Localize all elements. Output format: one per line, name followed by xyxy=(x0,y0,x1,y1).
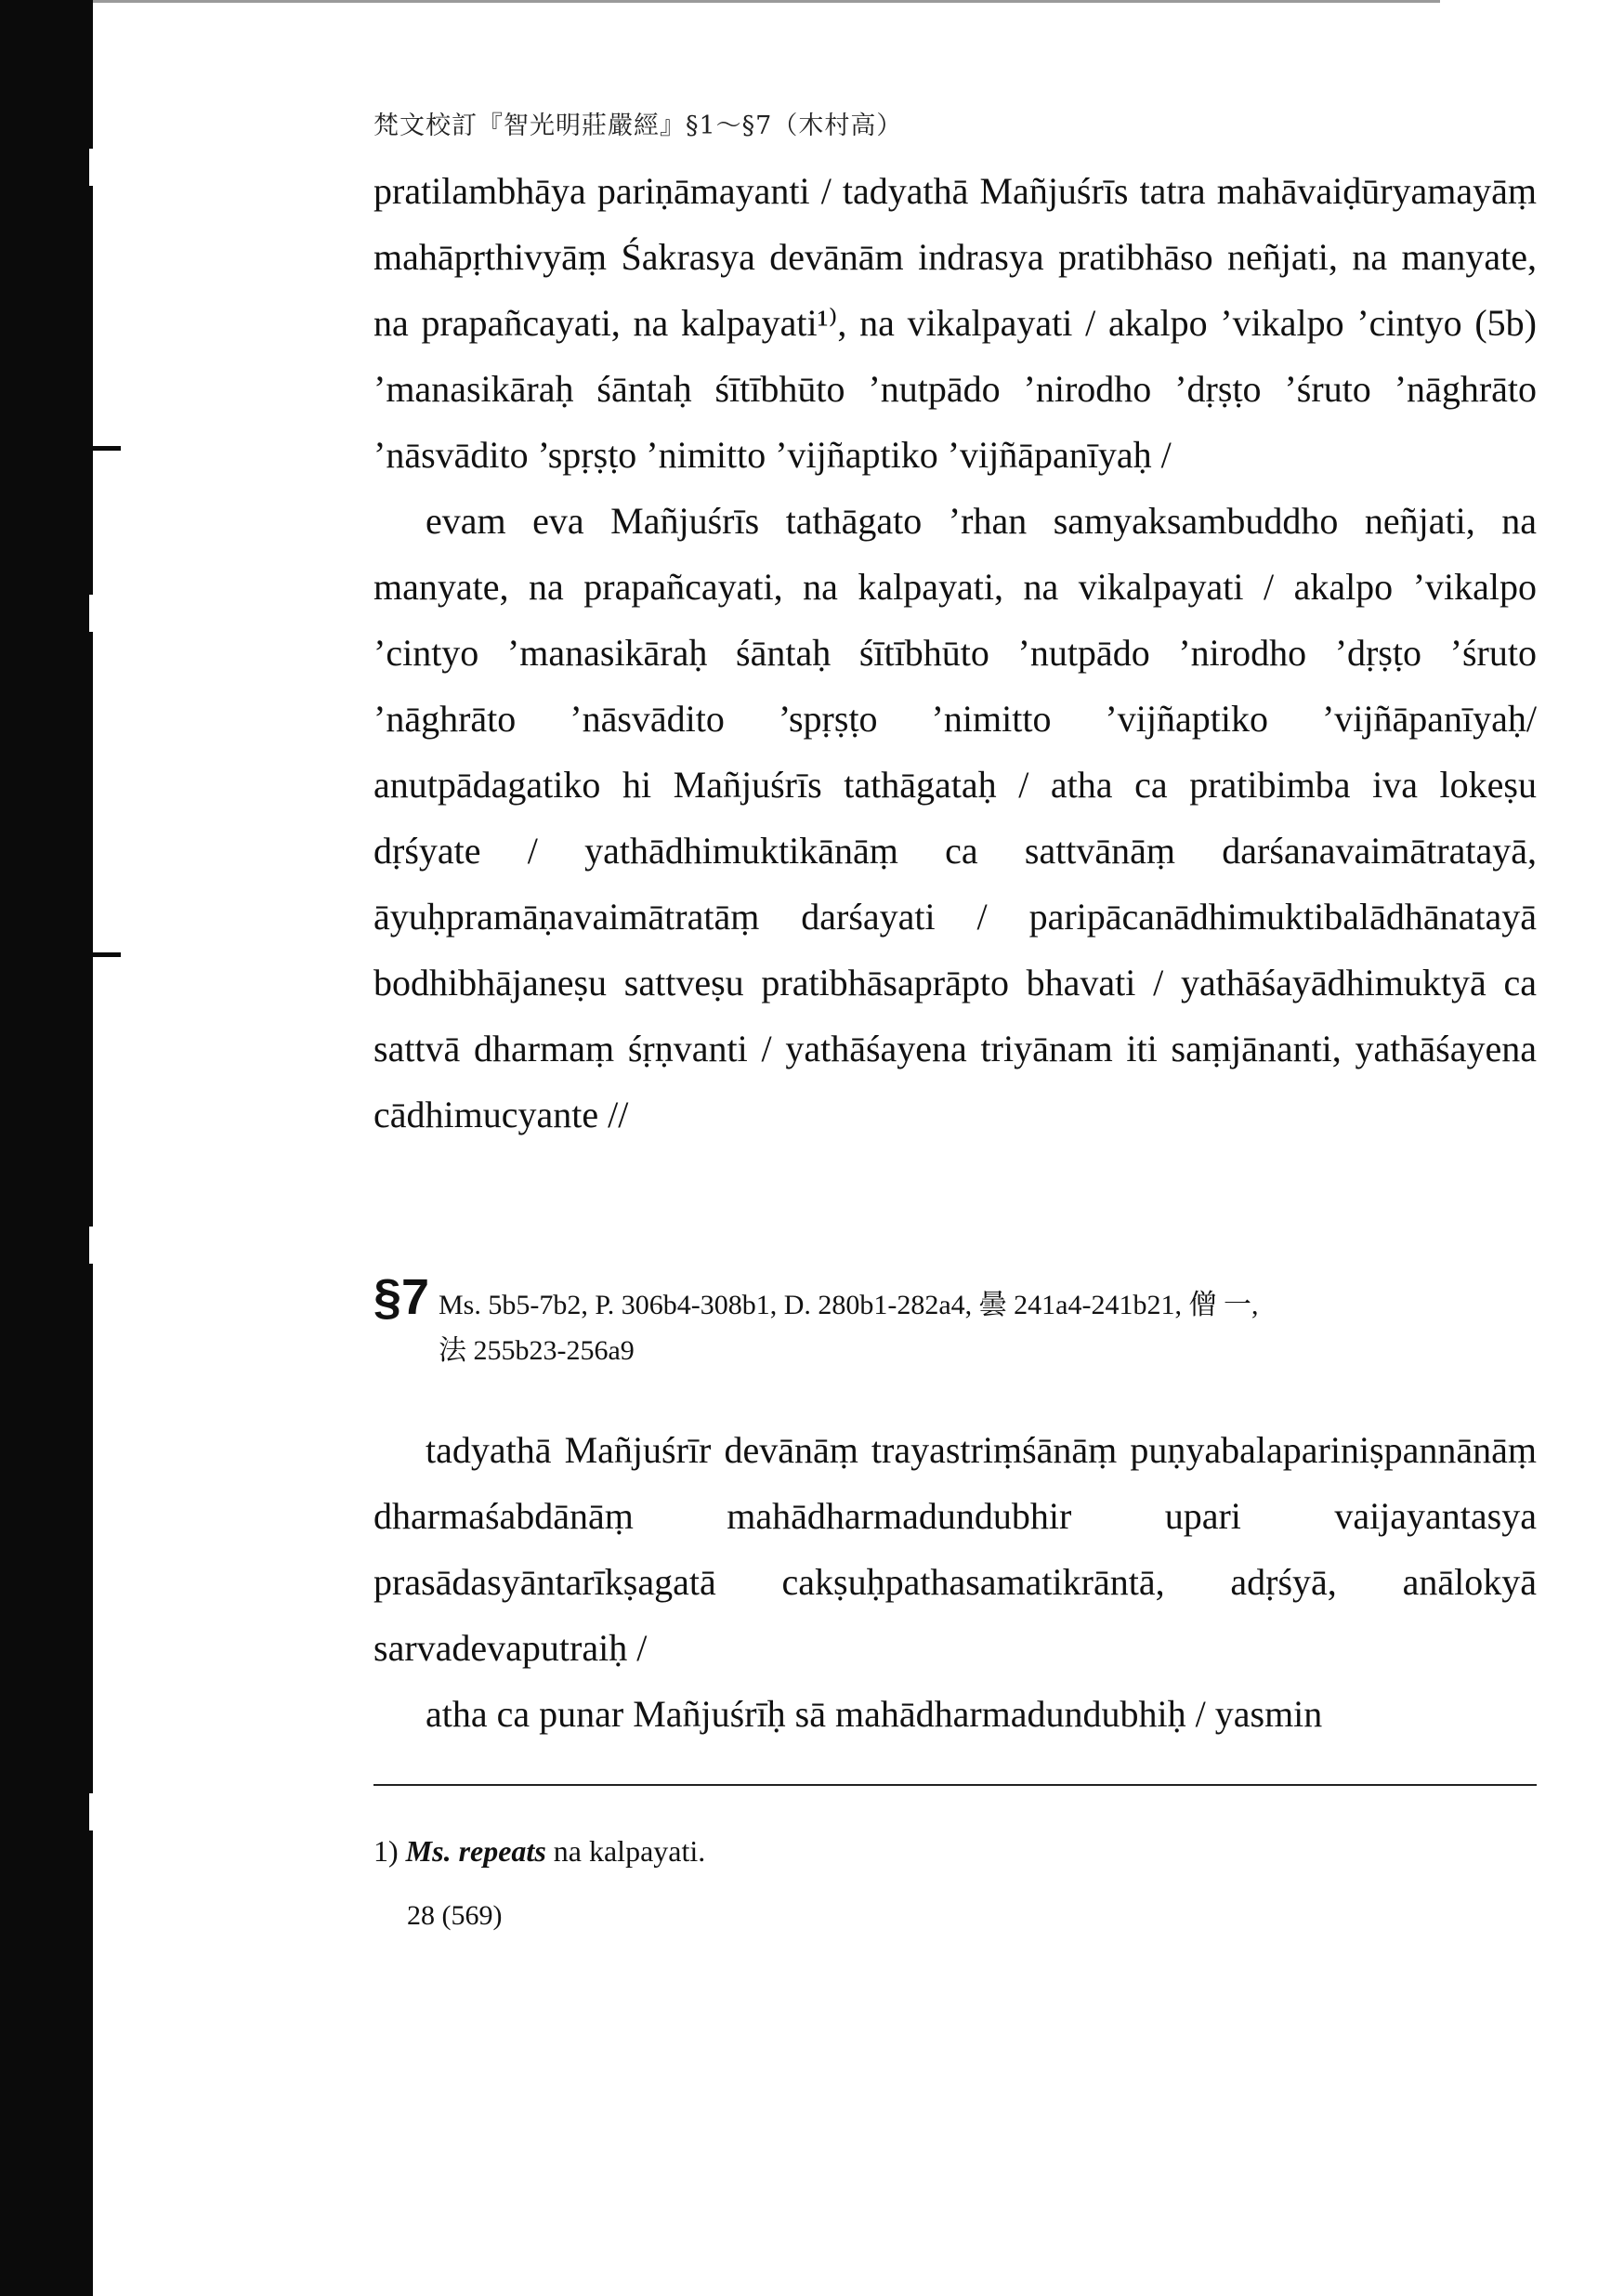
scan-mark xyxy=(89,595,97,632)
document-page xyxy=(373,102,1537,1935)
footnote-marker: 1) xyxy=(373,1834,399,1868)
paragraph: tadyathā Mañjuśrīr devānāṃ trayastriṃśānāṃ puṇyabalapariniṣpannānāṃ dharmaśabdānāṃ mahādharmadundubhir upari vaijayantasya prasādasyāntarīkṣagatā cakṣuḥpathasamatikrāntā, adṛśyā, anālokyā sarvadevaputraiḥ / xyxy=(373,1429,1537,1669)
footnote xyxy=(373,1832,1537,1870)
paragraph: atha ca punar Mañjuśrīḥ sā mahādharmadundubhiḥ / yasmin xyxy=(426,1693,1323,1735)
scan-mark xyxy=(89,149,97,186)
scan-mark xyxy=(89,1227,97,1264)
scan-binding-edge xyxy=(0,0,93,2296)
section-sources-continued: 法 255b23-256a9 xyxy=(439,1335,635,1366)
body-text-block-1 xyxy=(373,158,1537,1148)
paragraph: pratilambhāya pariṇāmayanti / tadyathā Mañjuśrīs tatra mahāvaiḍūryamayāṃ mahāpṛthivyāṃ Śakrasya devānām indrasya pratibhāso neñjati, na manyate, na prapañcayati, na kalpayati¹⁾, na vikalpayati / akalpo ’vikalpo ’cintyo (5b) ’manasikāraḥ śāntaḥ śītībhūto ’nutpādo ’nirodho ’dṛṣṭo ’śruto ’nāghrāto ’nāsvādito ’spṛṣṭo ’nimitto ’vijñaptiko ’vijñāpanīyaḥ / xyxy=(373,170,1537,476)
scan-mark xyxy=(65,952,121,957)
footnote-divider xyxy=(373,1784,1537,1786)
scan-mark xyxy=(89,1793,97,1830)
running-head: 梵文校訂『智光明莊嚴經』§1～§7（木村高） xyxy=(373,112,903,140)
paragraph: evam eva Mañjuśrīs tathāgato ’rhan samyaksambuddho neñjati, na manyate, na prapañcayati, na kalpayati, na vikalpayati / akalpo ’vikalpo ’cintyo ’manasikāraḥ śāntaḥ śītībhūto ’nutpādo ’nirodho ’dṛṣṭo ’śruto ’nāghrāto ’nāsvādito ’spṛṣṭo ’nimitto ’vijñaptiko ’vijñāpanīyaḥ/ anutpādagatiko hi Mañjuśrīs tathāgataḥ / atha ca pratibimba iva lokeṣu dṛśyate / yathādhimuktikānāṃ ca sattvānāṃ darśanavaimātratayā, āyuḥpramāṇavaimātratāṃ darśayati / paripācanādhimuktibalādhānatayā bodhibhājaneṣu sattveṣu pratibhāsaprāpto bhavati / yathāśayādhimuktyā ca sattvā dharmaṃ śṛṇvanti / yathāśayena triyānam iti saṃjānanti, yathāśayena cādhimucyante // xyxy=(373,500,1537,1135)
footnote-text: na kalpayati. xyxy=(553,1834,706,1868)
page-number: 28 (569) xyxy=(407,1900,503,1931)
scan-mark xyxy=(65,446,121,451)
footnote-emphasis: Ms. repeats xyxy=(405,1834,546,1868)
section-heading xyxy=(373,1268,1537,1326)
section-number: §7 xyxy=(373,1269,430,1325)
section-sources: Ms. 5b5-7b2, P. 306b4-308b1, D. 280b1-282a4, 曇 241a4-241b21, 僧 一, xyxy=(439,1290,1259,1320)
scan-top-edge xyxy=(93,0,1440,3)
body-text-block-2 xyxy=(373,1417,1537,1747)
